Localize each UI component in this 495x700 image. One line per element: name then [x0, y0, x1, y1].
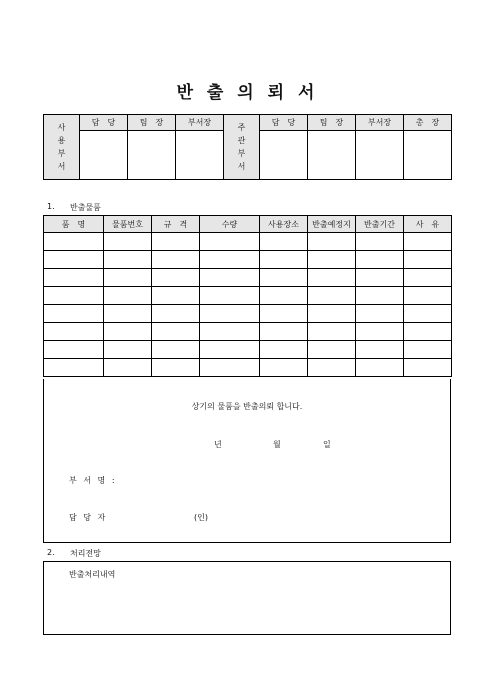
table-cell[interactable] [44, 305, 104, 323]
document-title: 반 출 의 뢰 서 [176, 83, 319, 103]
table-cell[interactable] [356, 359, 404, 377]
table-cell[interactable] [308, 359, 356, 377]
sign-box[interactable] [176, 131, 224, 180]
sign-box[interactable] [260, 131, 308, 180]
section1-number: 1. [47, 202, 55, 211]
table-cell[interactable] [44, 341, 104, 359]
table-cell[interactable] [308, 323, 356, 341]
table-cell[interactable] [104, 341, 152, 359]
table-cell[interactable] [404, 323, 452, 341]
items-header: 반출예정지 [308, 216, 356, 233]
table-cell[interactable] [200, 287, 260, 305]
table-cell[interactable] [356, 251, 404, 269]
table-cell[interactable] [200, 341, 260, 359]
process-details-label: 반출처리내역 [69, 570, 116, 579]
table-cell[interactable] [104, 251, 152, 269]
managing-dept-col-president: 총 장 [404, 115, 452, 131]
dept-name-label: 부 서 명 : [69, 476, 117, 485]
using-dept-col-staff: 담 당 [80, 115, 128, 131]
table-cell[interactable] [44, 287, 104, 305]
table-cell[interactable] [356, 305, 404, 323]
table-cell[interactable] [404, 341, 452, 359]
table-row [44, 233, 452, 251]
table-cell[interactable] [308, 305, 356, 323]
table-cell[interactable] [260, 323, 308, 341]
table-cell[interactable] [356, 233, 404, 251]
table-row [44, 341, 452, 359]
items-header: 품 명 [44, 216, 104, 233]
table-cell[interactable] [260, 305, 308, 323]
date-year-label: 년 [214, 440, 222, 449]
table-cell[interactable] [356, 323, 404, 341]
using-dept-col-team-lead: 팀 장 [128, 115, 176, 131]
table-cell[interactable] [308, 341, 356, 359]
items-header: 사용장소 [260, 216, 308, 233]
sign-box[interactable] [80, 131, 128, 180]
table-cell[interactable] [44, 359, 104, 377]
table-row [44, 287, 452, 305]
table-row [44, 251, 452, 269]
table-cell[interactable] [44, 251, 104, 269]
statement-box [43, 379, 451, 543]
items-header: 규 격 [152, 216, 200, 233]
table-cell[interactable] [152, 269, 200, 287]
table-cell[interactable] [152, 305, 200, 323]
table-cell[interactable] [44, 269, 104, 287]
table-cell[interactable] [404, 305, 452, 323]
table-cell[interactable] [308, 233, 356, 251]
table-cell[interactable] [404, 269, 452, 287]
table-cell[interactable] [200, 305, 260, 323]
table-row [44, 359, 452, 377]
items-table [43, 215, 452, 377]
sign-box[interactable] [128, 131, 176, 180]
table-cell[interactable] [260, 341, 308, 359]
managing-dept-col-team-lead: 팀 장 [308, 115, 356, 131]
table-cell[interactable] [200, 269, 260, 287]
table-cell[interactable] [104, 305, 152, 323]
request-statement: 상기의 물품을 반출의뢰 합니다. [191, 402, 303, 411]
sign-box[interactable] [404, 131, 452, 180]
using-dept-col-dept-head: 부서장 [176, 115, 224, 131]
table-cell[interactable] [152, 323, 200, 341]
table-cell[interactable] [260, 287, 308, 305]
table-cell[interactable] [308, 287, 356, 305]
table-row [44, 323, 452, 341]
person-in-charge-label: 담 당 자 [69, 513, 108, 522]
table-cell[interactable] [404, 251, 452, 269]
table-cell[interactable] [200, 251, 260, 269]
section2-title: 처리전망 [70, 549, 101, 558]
items-header: 반출기간 [356, 216, 404, 233]
table-cell[interactable] [404, 359, 452, 377]
seal-mark: (인) [194, 513, 208, 522]
items-header: 물품번호 [104, 216, 152, 233]
table-cell[interactable] [308, 251, 356, 269]
items-body [44, 233, 452, 377]
table-cell[interactable] [44, 233, 104, 251]
table-cell[interactable] [152, 251, 200, 269]
process-box[interactable] [43, 561, 451, 635]
managing-dept-col-staff: 담 당 [260, 115, 308, 131]
table-cell[interactable] [260, 233, 308, 251]
table-row [44, 269, 452, 287]
table-row [44, 305, 452, 323]
table-cell[interactable] [356, 269, 404, 287]
table-cell[interactable] [356, 341, 404, 359]
table-cell[interactable] [404, 287, 452, 305]
managing-dept-col-dept-head: 부서장 [356, 115, 404, 131]
table-cell[interactable] [104, 287, 152, 305]
sign-box[interactable] [308, 131, 356, 180]
table-cell[interactable] [356, 287, 404, 305]
table-cell[interactable] [260, 269, 308, 287]
section2-number: 2. [47, 548, 55, 557]
items-header: 수량 [200, 216, 260, 233]
section1-title: 반출물품 [70, 203, 101, 212]
table-cell[interactable] [200, 233, 260, 251]
table-cell[interactable] [152, 341, 200, 359]
table-cell[interactable] [200, 359, 260, 377]
table-cell[interactable] [404, 233, 452, 251]
table-cell[interactable] [200, 323, 260, 341]
table-cell[interactable] [260, 359, 308, 377]
date-day-label: 일 [323, 440, 331, 449]
table-cell[interactable] [104, 323, 152, 341]
table-cell[interactable] [152, 233, 200, 251]
table-cell[interactable] [104, 269, 152, 287]
table-cell[interactable] [152, 287, 200, 305]
table-cell[interactable] [104, 359, 152, 377]
table-cell[interactable] [260, 251, 308, 269]
using-dept-label: 사 용 부 서 [44, 115, 80, 180]
managing-dept-label: 주 관 부 서 [224, 115, 260, 180]
approval-table [43, 114, 452, 180]
table-cell[interactable] [152, 359, 200, 377]
sign-box[interactable] [356, 131, 404, 180]
table-cell[interactable] [308, 269, 356, 287]
items-header: 사 유 [404, 216, 452, 233]
table-cell[interactable] [44, 323, 104, 341]
date-month-label: 월 [273, 440, 281, 449]
table-cell[interactable] [104, 233, 152, 251]
